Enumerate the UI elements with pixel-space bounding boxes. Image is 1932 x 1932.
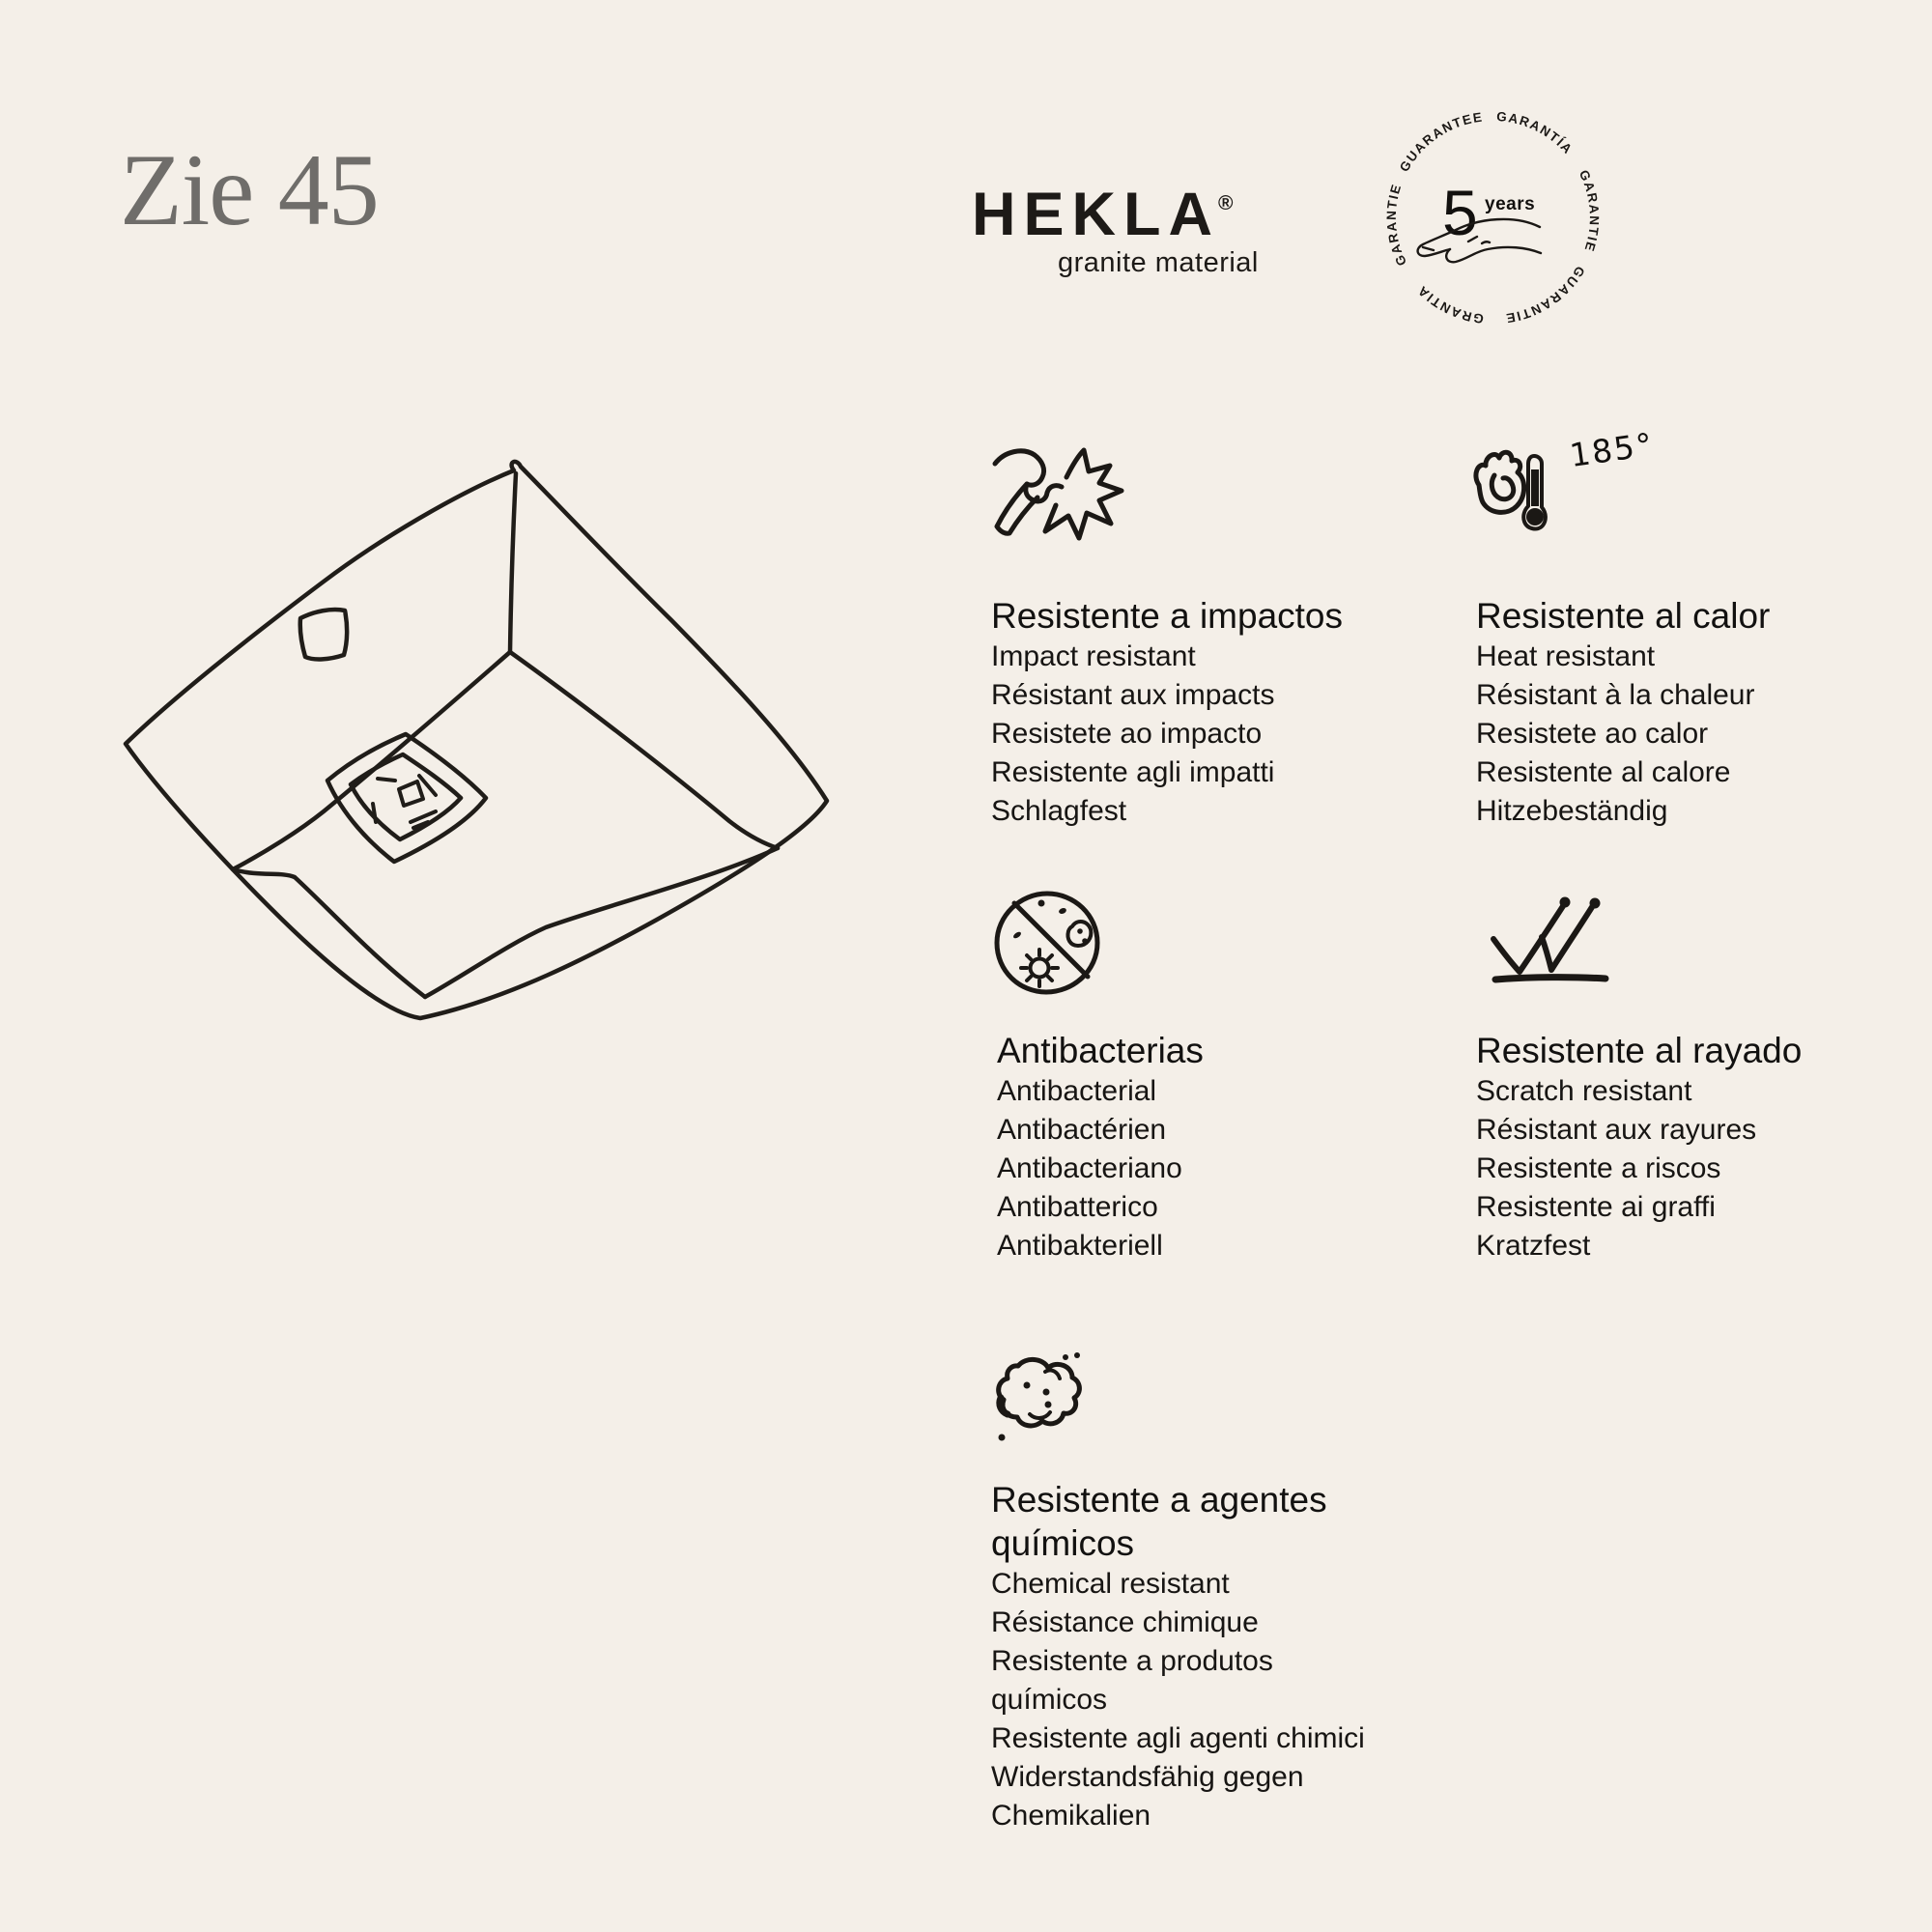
ring-word: GARANTIE	[1383, 181, 1410, 269]
feature-chemical	[991, 1478, 1387, 1835]
feature-translation: Resistente a produtos químicos	[991, 1645, 1273, 1716]
feature-translation: Kratzfest	[1476, 1230, 1591, 1262]
scratch-matches-icon	[1488, 891, 1613, 987]
hammer-impact-icon	[981, 442, 1126, 554]
years-number: 5	[1442, 177, 1478, 248]
open-hand-icon	[1418, 219, 1541, 262]
no-bacteria-icon	[991, 884, 1102, 1000]
feature-translation: Antibacterial	[997, 1075, 1157, 1107]
feature-heading: Antibacterias	[997, 1031, 1204, 1070]
feature-impact	[991, 594, 1426, 831]
feature-scratch	[1476, 1029, 1920, 1265]
brand-name-row	[972, 181, 1259, 248]
feature-translation: Chemical resistant	[991, 1568, 1230, 1600]
feature-translation: Scratch resistant	[1476, 1075, 1692, 1107]
product-title: Zie 45	[120, 133, 379, 246]
feature-translation: Antibacteriano	[997, 1152, 1182, 1184]
ring-word: GUARANTEE	[1396, 109, 1485, 175]
feature-translation: Antibakteriell	[997, 1230, 1163, 1262]
feature-translation: Resistente agli agenti chimici	[991, 1722, 1365, 1754]
feature-translation: Resistete ao calor	[1476, 718, 1709, 750]
feature-translation: Resistente agli impatti	[991, 756, 1275, 788]
feature-translation: Résistant aux impacts	[991, 679, 1275, 711]
ring-word: GUARANTIE	[1503, 263, 1588, 327]
feature-translation: Heat resistant	[1476, 640, 1656, 672]
feature-translation: Impact resistant	[991, 640, 1196, 672]
feature-translation: Résistant aux rayures	[1476, 1114, 1757, 1146]
guarantee-badge	[1375, 99, 1611, 336]
feature-translation: Resistente ai graffi	[1476, 1191, 1716, 1223]
feature-heat	[1476, 594, 1920, 831]
virus-rays	[1021, 950, 1058, 986]
chemical-foam-icon	[987, 1350, 1094, 1452]
feature-heading: Resistente al rayado	[1476, 1031, 1803, 1070]
sink-top-view-sketch	[92, 415, 855, 1053]
feature-translation: Antibactérien	[997, 1114, 1167, 1146]
feature-translation: Resistete ao impacto	[991, 718, 1263, 750]
feature-translation: Résistance chimique	[991, 1606, 1259, 1638]
feature-translation: Widerstandsfähig gegen Chemikalien	[991, 1761, 1304, 1832]
brand-tagline: granite material	[1058, 247, 1259, 278]
feature-translation: Hitzebeständig	[1476, 795, 1668, 827]
feature-translation: Schlagfest	[991, 795, 1127, 827]
feature-antibacterial	[997, 1029, 1432, 1265]
feature-translation: Resistente al calore	[1476, 756, 1731, 788]
brand-name: HEKLA	[972, 181, 1220, 248]
years-label: years	[1485, 194, 1536, 214]
feature-translation: Resistente a riscos	[1476, 1152, 1721, 1184]
registered-mark: ®	[1218, 192, 1234, 214]
feature-heading: Resistente al calor	[1476, 596, 1771, 636]
feature-heading: Resistente a agentes químicos	[991, 1480, 1327, 1563]
ring-word: GRANTIA	[1413, 282, 1485, 327]
drain-sketch	[327, 734, 486, 862]
brand-logo	[972, 181, 1259, 279]
ring-word: GARANTÍA	[1495, 108, 1577, 157]
feature-translation: Antibatterico	[997, 1191, 1158, 1223]
flame-thermometer-icon	[1470, 446, 1572, 543]
temperature-annotation: 185°	[1567, 425, 1657, 474]
feature-heading: Resistente a impactos	[991, 596, 1344, 636]
feature-translation: Résistant à la chaleur	[1476, 679, 1755, 711]
ring-word: GARANTIE	[1576, 167, 1603, 255]
